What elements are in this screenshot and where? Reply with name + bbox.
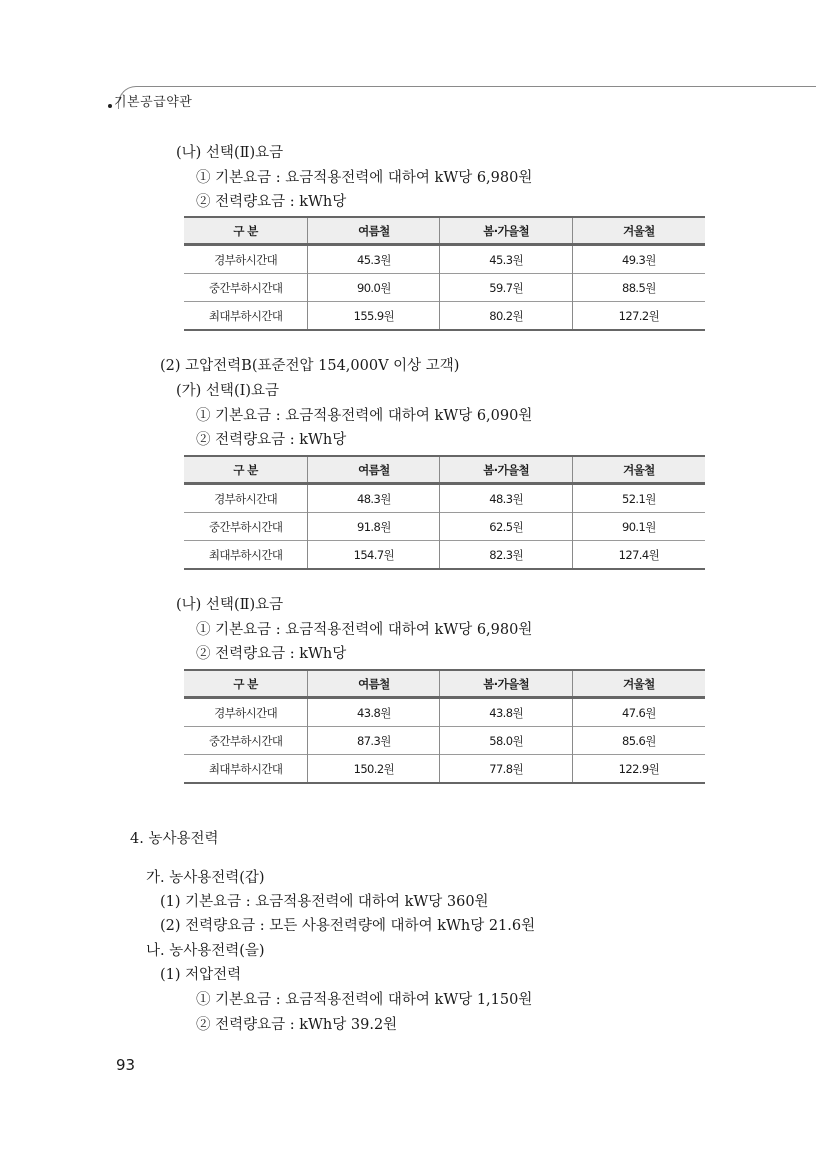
section-title: (2) 고압전력B(표준전압 154,000V 이상 고객) [160,358,460,374]
chapter-title: 4. 농사용전력 [130,831,219,847]
energy-charge-line: ② 전력량요금 : kWh당 [196,194,347,210]
energy-charge-line: ② 전력량요금 : kWh당 39.2원 [196,1017,398,1033]
table-cell: 90.1원 [572,513,705,541]
table-cell: 85.6원 [572,727,705,755]
table-cell: 경부하시간대 [214,252,278,267]
basic-charge-line: ① 기본요금 : 요금적용전력에 대하여 kW당 6,090원 [196,408,533,424]
energy-charge-line: ② 전력량요금 : kWh당 [196,432,347,448]
table-cell: 49.3원 [572,245,705,274]
table-cell: 중간부하시간대 [184,727,308,755]
header-cell: 구 분 [184,670,308,698]
section-heading: (가) 선택(I)요금 [176,383,279,399]
basic-charge-line: ① 기본요금 : 요금적용전력에 대하여 kW당 1,150원 [196,992,533,1008]
energy-charge-line: (2) 전력량요금 : 모든 사용전력량에 대하여 kWh당 21.6원 [160,918,536,934]
table-cell: 127.2원 [572,302,705,331]
header-title: 기본공급약관 [114,95,193,110]
table-cell: 중간부하시간대 [184,513,308,541]
table-header-row [184,456,705,484]
table-cell: 52.1원 [572,484,705,513]
subsection-title: 나. 농사용전력(을) [146,943,265,959]
header-cell: 여름철 [308,670,440,698]
header-cell: 봄·가을철 [440,456,572,484]
table-cell: 88.5원 [572,274,705,302]
header-cell: 겨울철 [572,456,705,484]
table-cell: 43.8원 [308,698,440,727]
table-cell: 45.3원 [440,245,572,274]
page-number: 93 [116,1056,136,1074]
table-cell: 59.7원 [440,274,572,302]
header-cell: 봄·가을철 [440,217,572,245]
table-cell: 127.4원 [572,541,705,570]
table-cell: 154.7원 [308,541,440,570]
table-cell: 87.3원 [308,727,440,755]
table-cell: 중간부하시간대 [184,274,308,302]
table-row [184,302,705,331]
table-cell: 47.6원 [572,698,705,727]
table-cell: 43.8원 [440,698,572,727]
basic-charge-line: (1) 기본요금 : 요금적용전력에 대하여 kW당 360원 [160,894,489,910]
table-cell: 최대부하시간대 [184,755,308,784]
rate-table [184,669,705,784]
table-cell: 82.3원 [440,541,572,570]
table-cell: 91.8원 [308,513,440,541]
rate-table [184,455,705,570]
table-cell: 경부하시간대 [214,705,278,720]
section-title: (1) 저압전력 [160,967,242,983]
table-cell: 최대부하시간대 [184,302,308,331]
header-bullet [108,104,112,108]
table-header-row [184,217,705,245]
header-cell: 여름철 [308,217,440,245]
section-heading: (나) 선택(Ⅱ)요금 [176,145,284,161]
table-header-row [184,670,705,698]
table-row [184,755,705,784]
basic-charge-line: ① 기본요금 : 요금적용전력에 대하여 kW당 6,980원 [196,170,533,186]
table-row [184,513,705,541]
header-cell: 겨울철 [572,670,705,698]
header-cell: 구 분 [184,456,308,484]
table-cell: 경부하시간대 [214,491,278,506]
table-cell: 48.3원 [308,484,440,513]
energy-charge-line: ② 전력량요금 : kWh당 [196,646,347,662]
table-cell: 77.8원 [440,755,572,784]
header-rule [118,86,816,109]
table-row [184,727,705,755]
table-row [184,274,705,302]
table-cell: 62.5원 [440,513,572,541]
header-cell: 겨울철 [572,217,705,245]
subsection-title: 가. 농사용전력(갑) [146,870,265,886]
table-cell: 최대부하시간대 [184,541,308,570]
header-cell: 여름철 [308,456,440,484]
table-cell: 150.2원 [308,755,440,784]
rate-table [184,216,705,331]
table-cell: 155.9원 [308,302,440,331]
table-cell: 90.0원 [308,274,440,302]
table-row [184,541,705,570]
table-cell: 122.9원 [572,755,705,784]
table-row [184,245,705,274]
table-cell: 45.3원 [308,245,440,274]
table-row [184,698,705,727]
header-cell: 구 분 [184,217,308,245]
basic-charge-line: ① 기본요금 : 요금적용전력에 대하여 kW당 6,980원 [196,622,533,638]
section-heading: (나) 선택(Ⅱ)요금 [176,597,284,613]
table-row [184,484,705,513]
table-cell: 48.3원 [440,484,572,513]
header-cell: 봄·가을철 [440,670,572,698]
table-cell: 58.0원 [440,727,572,755]
table-cell: 80.2원 [440,302,572,331]
